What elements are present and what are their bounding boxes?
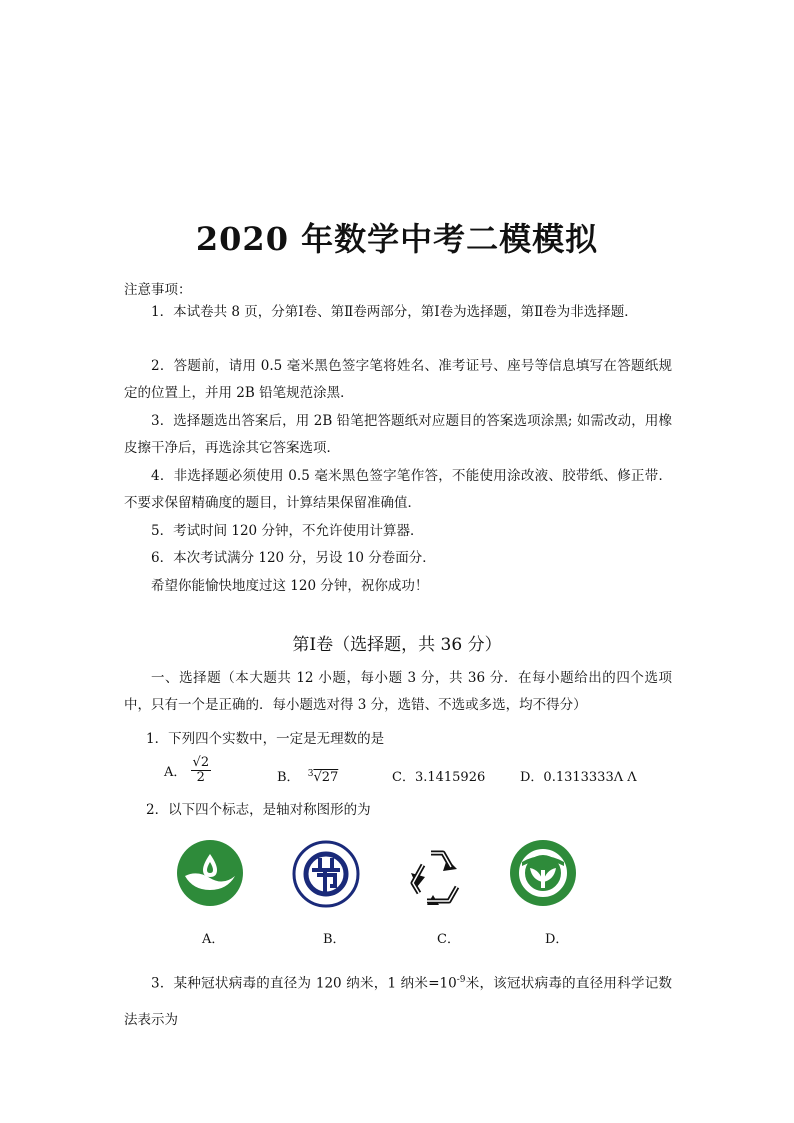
q3-exponent: -9 — [456, 975, 466, 985]
logo-label-a: A． — [202, 932, 225, 947]
note-item-6: 6．本次考试满分 120 分，另设 10 分卷面分． — [151, 550, 436, 566]
q3-text-part2: 米，该冠状病毒的直径用科学记数法表示为 — [124, 975, 672, 1028]
fraction-numerator: √2 — [192, 755, 210, 770]
cube-root-radicand: √27 — [313, 770, 339, 785]
q3-text-part1: 3．某种冠状病毒的直径为 120 纳米，1 纳米=10 — [151, 975, 457, 992]
logo-label-d: D． — [545, 932, 569, 947]
logo-c-recycle-icon — [405, 845, 469, 913]
section-title: 第Ⅰ卷（选择题，共 36 分） — [292, 635, 502, 655]
notes-heading: 注意事项： — [124, 282, 192, 298]
logo-d-icon — [510, 840, 576, 910]
section-intro: 一、选择题（本大题共 12 小题，每小题 3 分，共 36 分．在每小题给出的四个选项中，只有一个是正确的．每小题选对得 3 分，选错、不选或多选，均不得分） — [124, 670, 672, 713]
logo-a-icon — [177, 840, 243, 910]
note-item-3: 3．选择题选出答案后，用 2B 铅笔把答题纸对应题目的答案选项涂黑; 如需改动，用橡皮擦干净后，再选涂其它答案选项． — [124, 413, 672, 456]
question-2-stem: 2．以下四个标志，是轴对称图形的为 — [146, 802, 371, 818]
q1-option-d: D．0.1313333Λ Λ — [520, 770, 637, 785]
cube-root-index: 3 — [307, 768, 314, 779]
logo-label-b: B． — [323, 932, 346, 947]
question-3-stem — [124, 962, 672, 1038]
q1-option-b-label: B． — [277, 770, 300, 785]
logo-b-icon — [292, 840, 360, 912]
logo-label-c: C． — [437, 932, 460, 947]
question-1-stem: 1．下列四个实数中，一定是无理数的是 — [146, 731, 385, 747]
page-title: 2020 年数学中考二模模拟 — [195, 220, 599, 258]
note-item-2: 2．答题前，请用 0.5 毫米黑色签字笔将姓名、准考证号、座号等信息填写在答题纸规定的位置上，并用 2B 铅笔规范涂黑． — [124, 358, 672, 401]
notes-wish: 希望你能愉快地度过这 120 分钟，祝你成功！ — [151, 578, 429, 594]
q1-option-a-label: A． — [164, 765, 187, 780]
note-item-5: 5．考试时间 120 分钟，不允许使用计算器． — [151, 523, 424, 539]
q1-option-a — [164, 756, 211, 785]
q1-option-c: C．3.1415926 — [392, 770, 486, 785]
fraction-denominator: 2 — [196, 770, 205, 785]
note-item-1: 1．本试卷共 8 页，分第Ⅰ卷、第Ⅱ卷两部分，第Ⅰ卷为选择题，第Ⅱ卷为非选择题． — [151, 304, 638, 320]
q1-option-b — [277, 766, 338, 785]
q1-option-a-fraction — [191, 756, 212, 785]
note-item-4: 4．非选择题必须使用 0.5 毫米黑色签字笔作答，不能使用涂改液、胶带纸、修正带．不要求保留精确度的题目，计算结果保留准确值． — [124, 468, 672, 511]
